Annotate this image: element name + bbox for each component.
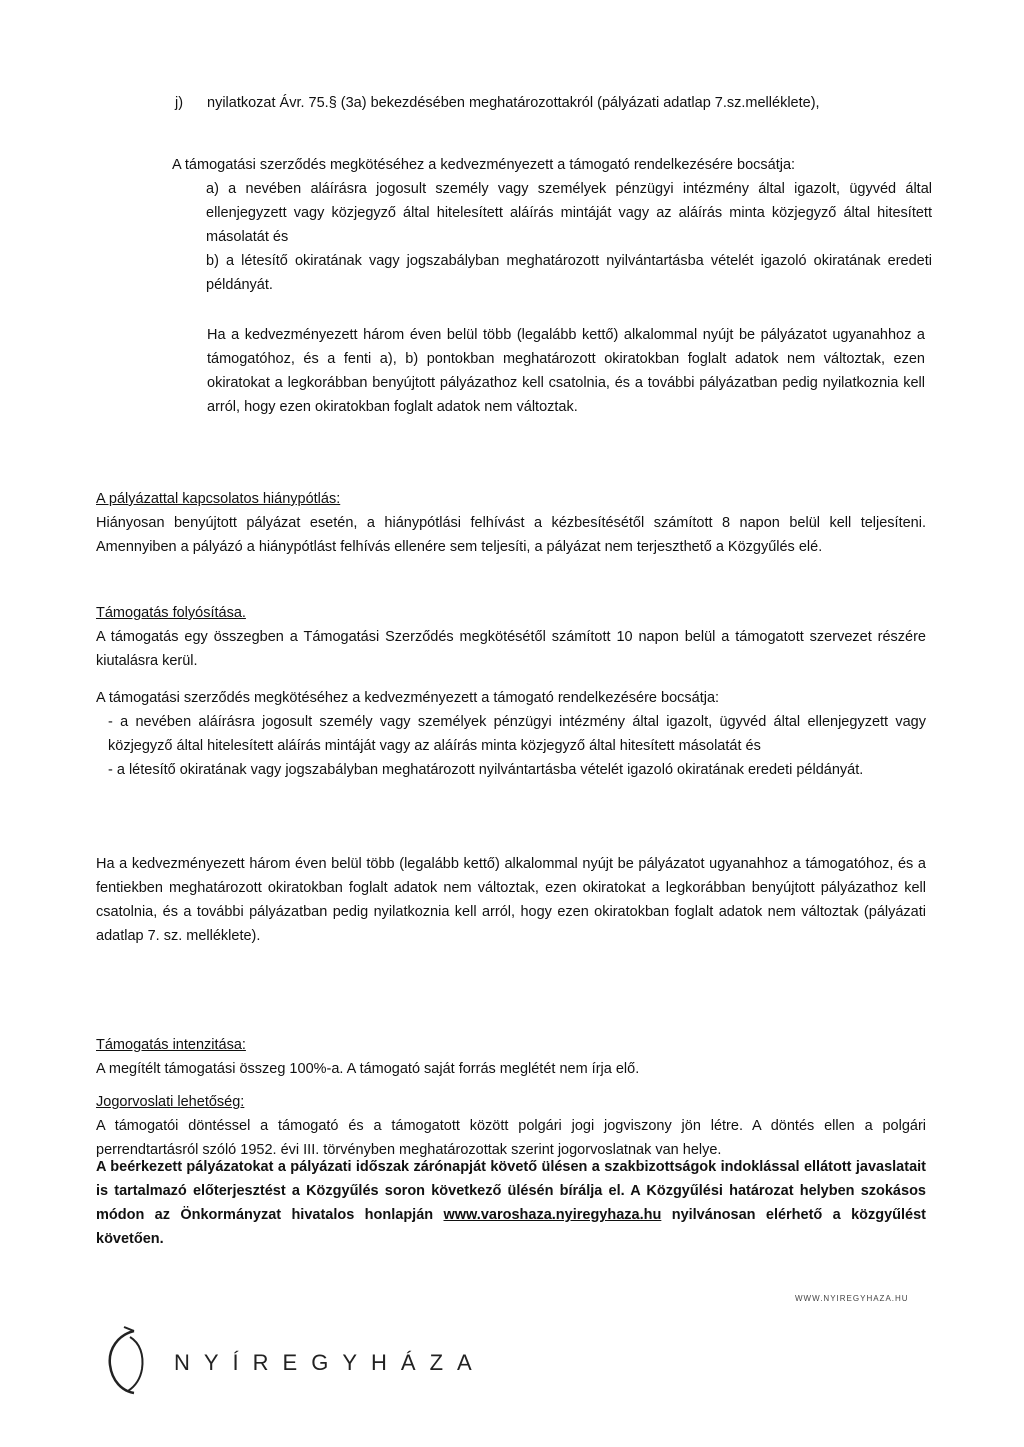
website-link[interactable]: www.varoshaza.nyiregyhaza.hu — [443, 1207, 662, 1223]
brand-name: NYÍREGYHÁZA — [174, 1350, 486, 1375]
section6-text: Ha a kedvezményezett három éven belül több (legalább kettő) alkalommal nyújt be pályázatot ugyanahhoz a támogatóhoz, és a fentiekben meghatározott okiratokban foglalt adatok nem változtak, ezen okiratokat a legkorábban benyújtott pályázathoz kell csatolnia, és a további pályázatban pedig nyilatkoznia kell arról, hogy ezen okiratokban foglalt adatok nem változtak (pályázati adatlap 7. sz. melléklete). — [96, 856, 926, 944]
final-text-before: A beérkezett pályázatokat a pályázati időszak zárónapját követő ülésen a szakbizottságok indoklással ellátott javaslatait is tartalmazó előterjesztést a Közgyűlés soron következő ülésén bírálja el. A Közgyűlési határozat helyben szokásos módon az Önkormányzat hivatalos honlapján — [96, 1159, 926, 1223]
folyositas-text: A támogatás egy összegben a Támogatási Szerződés megkötésétől számított 10 napon belül a támogatott szervezet részére kiutalásra kerül. — [96, 629, 926, 669]
section-hianypotlas — [96, 487, 926, 559]
section-intenzitas — [96, 1033, 926, 1081]
section5-item-2: - a létesítő okiratának vagy jogszabályban meghatározott nyilvántartásba vételét igazoló okiratának eredeti példányát. — [108, 762, 864, 778]
folyositas-heading: Támogatás folyósítása. — [96, 605, 246, 621]
section1-item-b: b) a létesítő okiratának vagy jogszabályban meghatározott nyilvántartásba vételét igazoló okiratának eredeti példányát. — [206, 253, 932, 293]
city-logo-icon — [104, 1325, 148, 1397]
section-documents-2 — [96, 686, 926, 782]
final-paragraph — [96, 1155, 926, 1251]
item-j-label: j) — [175, 95, 184, 111]
section5-item-1: - a nevében aláírásra jogosult személy vagy személyek pénzügyi intézmény által igazolt, ügyvéd által ellenjegyzett vagy közjegyző által hitelesített aláírás mintáját vagy az aláírás minta közjegyző által hitesített másolatát és — [108, 714, 926, 754]
jogorvoslat-text: A támogatói döntéssel a támogató és a támogatott között polgári jogi jogviszony jön létre. A döntés ellen a polgári perrendtartásról szóló 1952. évi III. törvényben meghatározottak szerint jogorvoslatnak van helye. — [96, 1118, 926, 1158]
section-documents-1 — [172, 153, 932, 297]
section1-heading: A támogatási szerződés megkötéséhez a kedvezményezett a támogató rendelkezésére bocsátja: — [172, 157, 796, 173]
item-j-text: nyilatkozat Ávr. 75.§ (3a) bekezdésében meghatározottakról (pályázati adatlap 7.sz.melléklete), — [207, 95, 820, 111]
hianypotlas-text: Hiányosan benyújtott pályázat esetén, a hiánypótlási felhívást a kézbesítésétől számított 8 napon belül kell teljesíteni. Amennyiben a pályázó a hiánypótlást felhívás ellenére sem teljesíti, a pályázat nem terjeszthető a Közgyűlés elé. — [96, 515, 926, 555]
footer-url: WWW.NYIREGYHAZA.HU — [795, 1294, 909, 1303]
section-repeat-applicant-1 — [207, 323, 925, 419]
section2-text: Ha a kedvezményezett három éven belül több (legalább kettő) alkalommal nyújt be pályázatot ugyanahhoz a támogatóhoz, és a fenti a), b) pontokban meghatározott okiratokban foglalt adatok nem változtak, ezen okiratokat a legkorábban benyújtott pályázathoz kell csatolnia, és a további pályázatban pedig nyilatkoznia kell arról, hogy ezen okiratokban foglalt adatok nem változtak. — [207, 327, 925, 415]
intenzitas-text: A megítélt támogatási összeg 100%-a. A támogató saját forrás meglétét nem írja elő. — [96, 1061, 640, 1077]
item-j — [175, 91, 930, 115]
jogorvoslat-heading: Jogorvoslati lehetőség: — [96, 1094, 245, 1110]
section-jogorvoslat — [96, 1090, 926, 1162]
section5-heading: A támogatási szerződés megkötéséhez a kedvezményezett a támogató rendelkezésére bocsátja: — [96, 690, 720, 706]
section-folyositas — [96, 601, 926, 673]
intenzitas-heading: Támogatás intenzitása: — [96, 1037, 246, 1053]
section1-item-a: a) a nevében aláírásra jogosult személy vagy személyek pénzügyi intézmény által igazolt, ügyvéd által ellenjegyzett vagy közjegyző által hitelesített aláírás mintáját vagy az aláírás minta közjegyző által hitesített másolatát és — [206, 181, 932, 245]
section-final — [96, 1155, 926, 1251]
hianypotlas-heading: A pályázattal kapcsolatos hiánypótlás: — [96, 491, 341, 507]
section-repeat-applicant-2 — [96, 852, 926, 948]
final-text-after: nyilvánosan elérhető a közgyűlést követően. — [96, 1207, 927, 1247]
